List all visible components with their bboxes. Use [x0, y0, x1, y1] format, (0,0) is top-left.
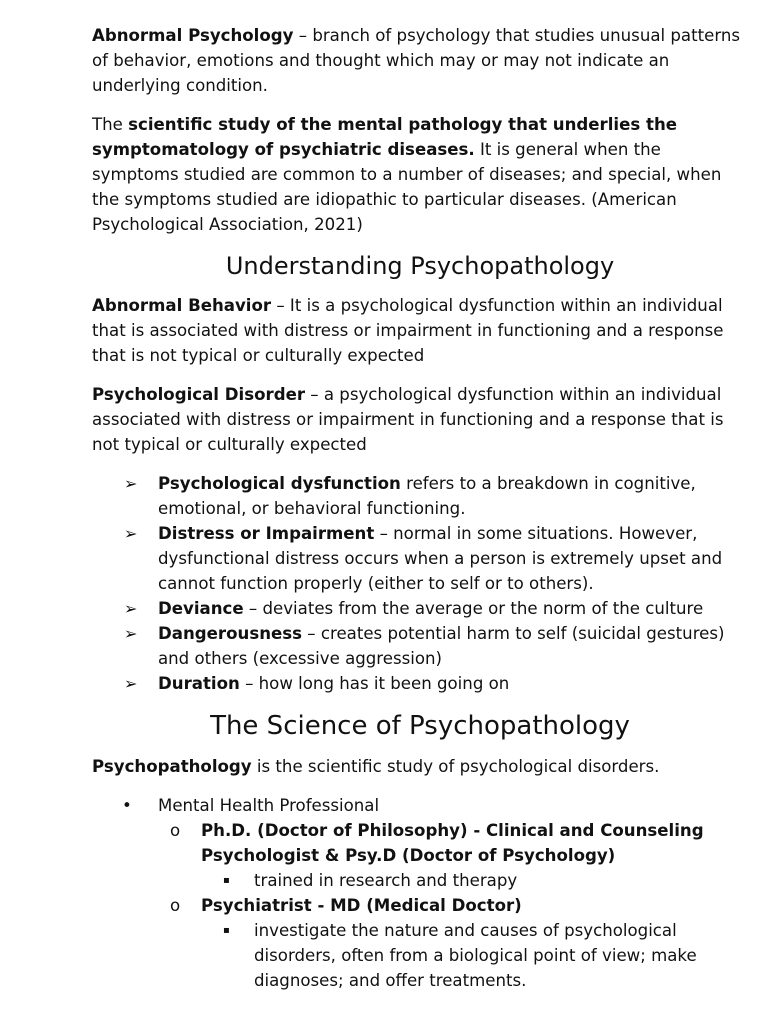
square-bullet-icon: ▪	[223, 925, 230, 936]
arrow-bullet-icon: ➢	[124, 674, 138, 693]
scientific-study-lead: The	[92, 115, 129, 134]
bullet-icon: •	[122, 796, 132, 815]
psychopathology-definition-paragraph	[92, 754, 748, 779]
criterion-text: – deviates from the average or the norm of the culture	[243, 599, 704, 618]
scientific-study-bold: scientific study of the mental pathology that underlies the symptomatology of psychiatric diseases.	[92, 115, 678, 159]
abnormal-psychology-term: Abnormal Psychology	[92, 26, 294, 45]
abnormal-behavior-term: Abnormal Behavior	[92, 296, 272, 315]
professional-label: Mental Health Professional	[158, 796, 380, 815]
criteria-list	[92, 471, 748, 696]
role-detail: investigate the nature and causes of psychological disorders, often from a biological point of view; make diagnoses; and offer treatments.	[254, 921, 697, 990]
psychological-disorder-definition: – a psychological dysfunction within an individual associated with distress or impairment in functioning and a response that is not typical or culturally expected	[92, 385, 724, 454]
list-item	[223, 918, 748, 993]
circle-bullet-icon: o	[170, 896, 181, 915]
abnormal-behavior-paragraph	[92, 293, 748, 368]
square-bullet-icon: ▪	[223, 875, 230, 886]
role-detail-list	[201, 868, 748, 893]
list-item	[124, 621, 748, 671]
criterion-text: – creates potential harm to self (suicidal gestures) and others (excessive aggression)	[158, 624, 725, 668]
arrow-bullet-icon: ➢	[124, 599, 138, 618]
document-content	[92, 23, 748, 993]
professional-list	[92, 793, 748, 993]
arrow-bullet-icon: ➢	[124, 474, 138, 493]
criterion-text: – normal in some situations. However, dysfunctional distress occurs when a person is extremely upset and cannot function properly (either to self or to others).	[158, 524, 723, 593]
list-item	[170, 818, 748, 893]
roles-list	[158, 818, 748, 993]
list-item	[223, 868, 748, 893]
psychopathology-definition: is the scientific study of psychological disorders.	[251, 757, 660, 776]
list-item	[170, 893, 748, 993]
criterion-text: refers to a breakdown in cognitive, emotional, or behavioral functioning.	[158, 474, 696, 518]
abnormal-behavior-definition: – It is a psychological dysfunction within an individual that is associated with distress or impairment in functioning and a response that is not typical or culturally expected	[92, 296, 724, 365]
science-of-psychopathology-heading: The Science of Psychopathology	[210, 711, 630, 741]
list-item	[122, 793, 748, 993]
criterion-term: Deviance	[158, 599, 244, 618]
abnormal-psychology-definition: – branch of psychology that studies unusual patterns of behavior, emotions and thought which may or may not indicate an underlying condition.	[92, 26, 741, 95]
list-item	[124, 671, 748, 696]
criterion-term: Psychological dysfunction	[158, 474, 401, 493]
criterion-term: Dangerousness	[158, 624, 303, 643]
psychopathology-term: Psychopathology	[92, 757, 252, 776]
criterion-text: – how long has it been going on	[239, 674, 510, 693]
criterion-term: Duration	[158, 674, 240, 693]
circle-bullet-icon: o	[170, 821, 181, 840]
role-title: Ph.D. (Doctor of Philosophy) - Clinical and Counseling Psychologist & Psy.D (Doctor of Psychology)	[201, 821, 704, 865]
arrow-bullet-icon: ➢	[124, 524, 138, 543]
psychological-disorder-paragraph	[92, 382, 748, 457]
list-item	[124, 521, 748, 596]
psychological-disorder-term: Psychological Disorder	[92, 385, 306, 404]
role-title: Psychiatrist - MD (Medical Doctor)	[201, 896, 522, 915]
list-item	[124, 596, 748, 621]
role-detail-list	[201, 918, 748, 993]
arrow-bullet-icon: ➢	[124, 624, 138, 643]
criterion-term: Distress or Impairment	[158, 524, 375, 543]
list-item	[124, 471, 748, 521]
role-detail: trained in research and therapy	[254, 871, 518, 890]
scientific-study-paragraph	[92, 112, 748, 237]
understanding-psychopathology-heading: Understanding Psychopathology	[225, 252, 615, 280]
scientific-study-rest: It is general when the symptoms studied are common to a number of diseases; and special, when the symptoms studied are idiopathic to particular diseases. (American Psychological Association, 2021)	[92, 140, 722, 234]
abnormal-psychology-paragraph	[92, 23, 748, 98]
